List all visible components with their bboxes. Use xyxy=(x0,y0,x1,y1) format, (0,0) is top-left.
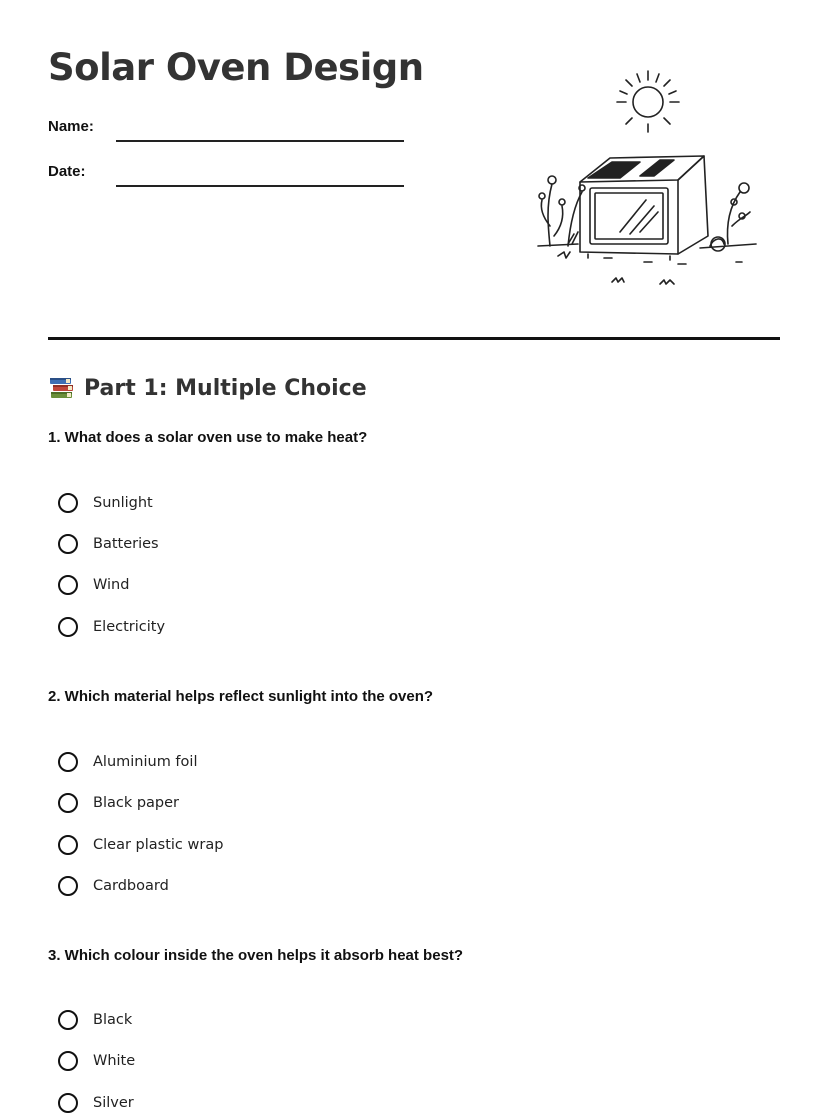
date-label: Date: xyxy=(48,163,86,180)
question-3: 3. Which colour inside the oven helps it absorb heat best? xyxy=(48,947,464,964)
option-label: Aluminium foil xyxy=(93,754,198,770)
q3-option-3[interactable] xyxy=(58,1090,134,1116)
option-label: White xyxy=(93,1053,136,1069)
q1-option-3[interactable] xyxy=(58,572,129,598)
radio-button[interactable] xyxy=(58,1010,78,1030)
q2-option-2[interactable] xyxy=(58,790,179,816)
plants-left-icon xyxy=(538,176,585,246)
radio-button[interactable] xyxy=(58,793,78,813)
radio-button[interactable] xyxy=(58,876,78,896)
name-field[interactable] xyxy=(48,118,408,148)
radio-button[interactable] xyxy=(58,1093,78,1113)
page-title: Solar Oven Design xyxy=(48,46,424,89)
q1-option-1[interactable] xyxy=(58,490,153,516)
question-1: 1. What does a solar oven use to make heat? xyxy=(48,429,368,446)
option-label: Cardboard xyxy=(93,878,169,894)
radio-button[interactable] xyxy=(58,575,78,595)
option-label: Batteries xyxy=(93,536,159,552)
date-field[interactable] xyxy=(48,163,408,193)
q2-option-3[interactable] xyxy=(58,832,223,858)
sun-icon xyxy=(617,71,679,132)
solar-oven-illustration xyxy=(528,66,764,296)
name-label: Name: xyxy=(48,118,94,135)
q2-option-1[interactable] xyxy=(58,749,197,775)
q3-option-1[interactable] xyxy=(58,1007,132,1033)
option-label: Wind xyxy=(93,577,130,593)
radio-button[interactable] xyxy=(58,835,78,855)
question-2: 2. Which material helps reflect sunlight into the oven? xyxy=(48,688,434,705)
radio-button[interactable] xyxy=(58,752,78,772)
ground-grass-icon xyxy=(558,252,742,284)
q1-option-2[interactable] xyxy=(58,531,159,557)
radio-button[interactable] xyxy=(58,534,78,554)
option-label: Clear plastic wrap xyxy=(93,837,224,853)
radio-button[interactable] xyxy=(58,1051,78,1071)
oven-icon xyxy=(580,156,708,260)
plants-right-icon xyxy=(700,183,756,251)
q3-option-2[interactable] xyxy=(58,1048,135,1074)
section-title-part1 xyxy=(48,374,367,402)
header-divider xyxy=(48,337,780,340)
date-line[interactable] xyxy=(116,185,404,187)
name-line[interactable] xyxy=(116,140,404,142)
option-label: Black xyxy=(93,1012,133,1028)
radio-button[interactable] xyxy=(58,493,78,513)
q1-option-4[interactable] xyxy=(58,614,165,640)
books-icon xyxy=(48,374,76,402)
option-label: Electricity xyxy=(93,619,166,635)
radio-button[interactable] xyxy=(58,617,78,637)
option-label: Sunlight xyxy=(93,495,153,511)
option-label: Black paper xyxy=(93,795,180,811)
section-title-text: Part 1: Multiple Choice xyxy=(84,375,367,401)
q2-option-4[interactable] xyxy=(58,873,169,899)
option-label: Silver xyxy=(93,1095,134,1111)
